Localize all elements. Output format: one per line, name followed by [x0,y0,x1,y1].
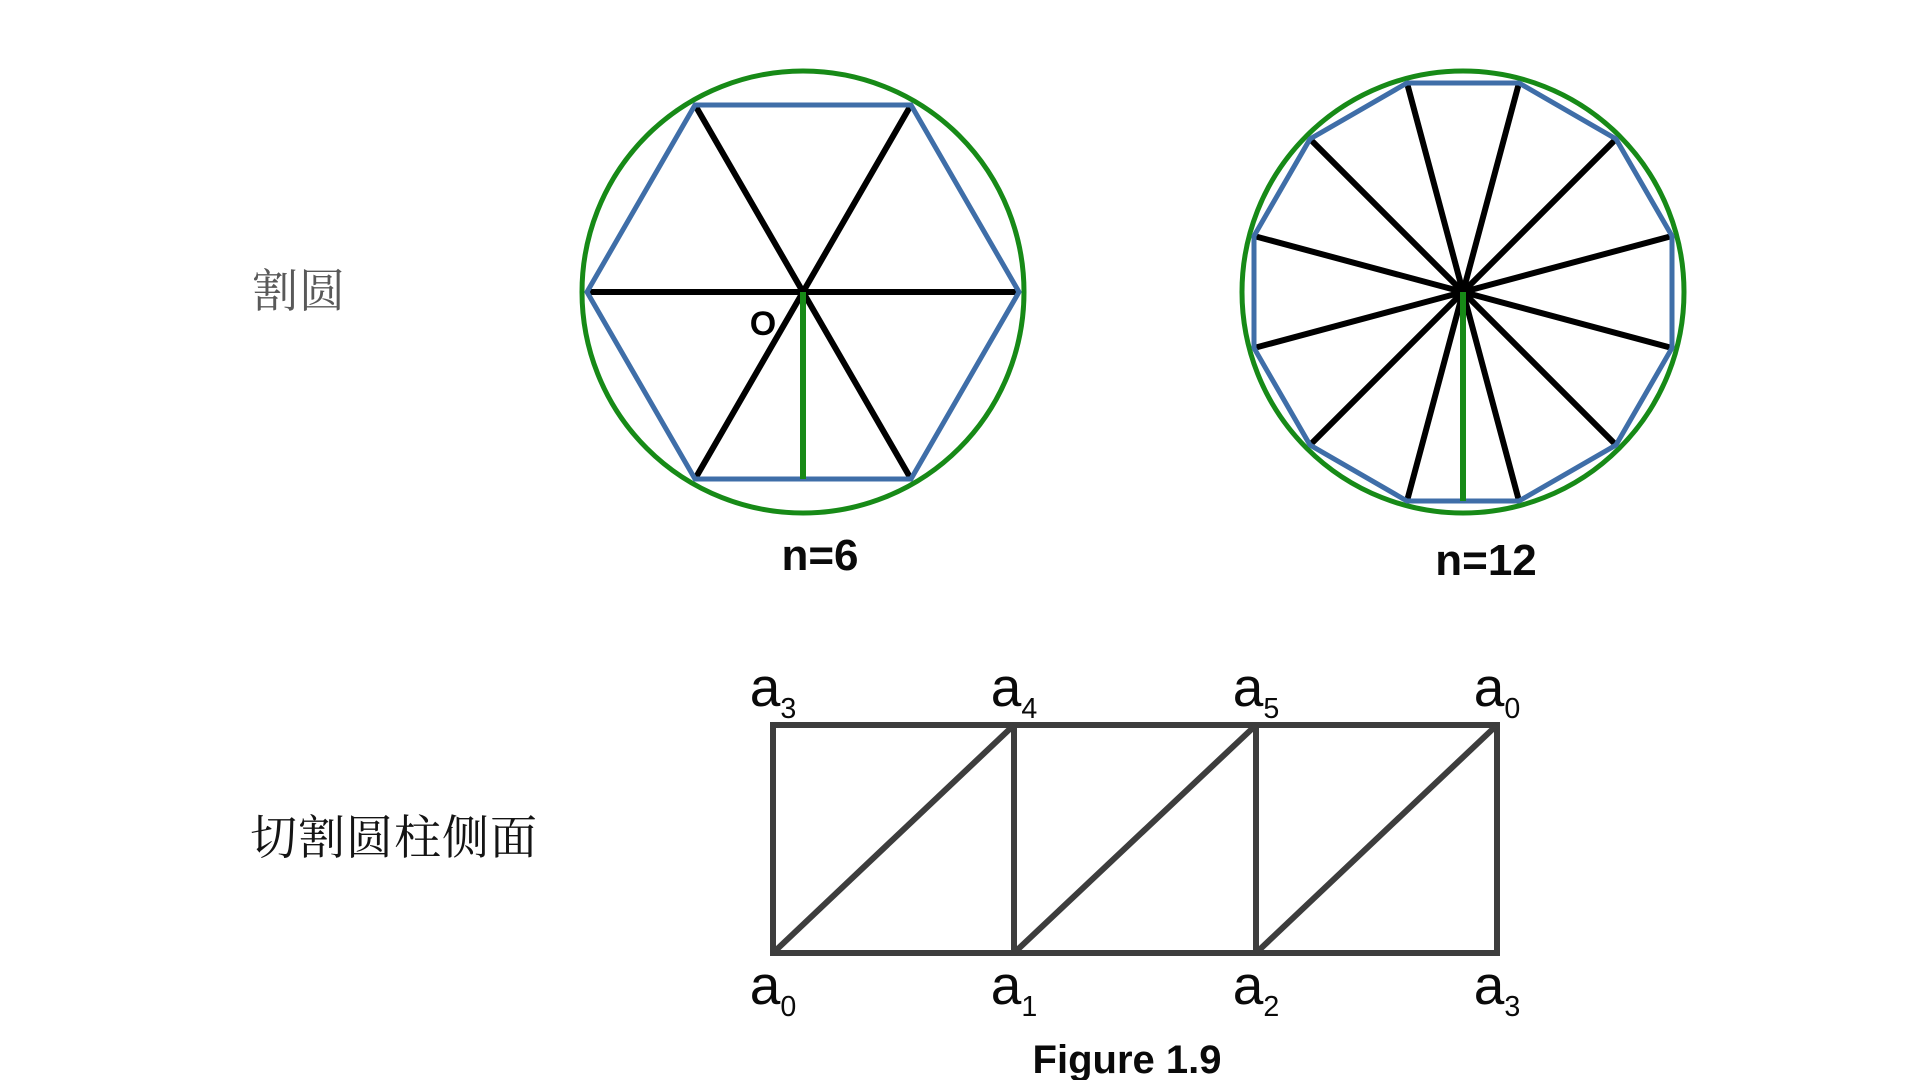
hexagon-caption: n=6 [781,531,859,580]
vertex-label-top-3: $a_5$ [1232,656,1280,725]
spoke-line [695,105,803,292]
hexagon-circle-diagram [582,71,1024,513]
dodecagon-circle-diagram [1242,71,1684,513]
cell-diagonal [1014,725,1256,953]
figure-caption: Figure 1.9 [1032,1038,1222,1080]
circle-cutting-section-label: 割圆 [252,265,346,317]
circle-center-label: O [749,305,777,343]
vertex-label-bottom-1: $a_0$ [749,954,797,1023]
vertex-label-bottom-2: $a_1$ [990,954,1038,1023]
cylinder-side-diagram [773,725,1497,953]
vertex-label-top-4: $a_0$ [1473,656,1521,725]
spoke-line [803,105,911,292]
vertex-label-bottom-3: $a_2$ [1232,954,1280,1023]
vertex-label-top-2: $a_4$ [990,656,1038,725]
vertex-label-top-1: $a_3$ [749,656,797,725]
dodecagon-caption: n=12 [1435,536,1537,585]
vertex-label-bottom-4: $a_3$ [1473,954,1521,1023]
cell-diagonal [773,725,1014,953]
cylinder-section-label: 切割圆柱侧面 [250,811,538,864]
spoke-line [803,292,911,479]
cell-diagonal [1256,725,1497,953]
